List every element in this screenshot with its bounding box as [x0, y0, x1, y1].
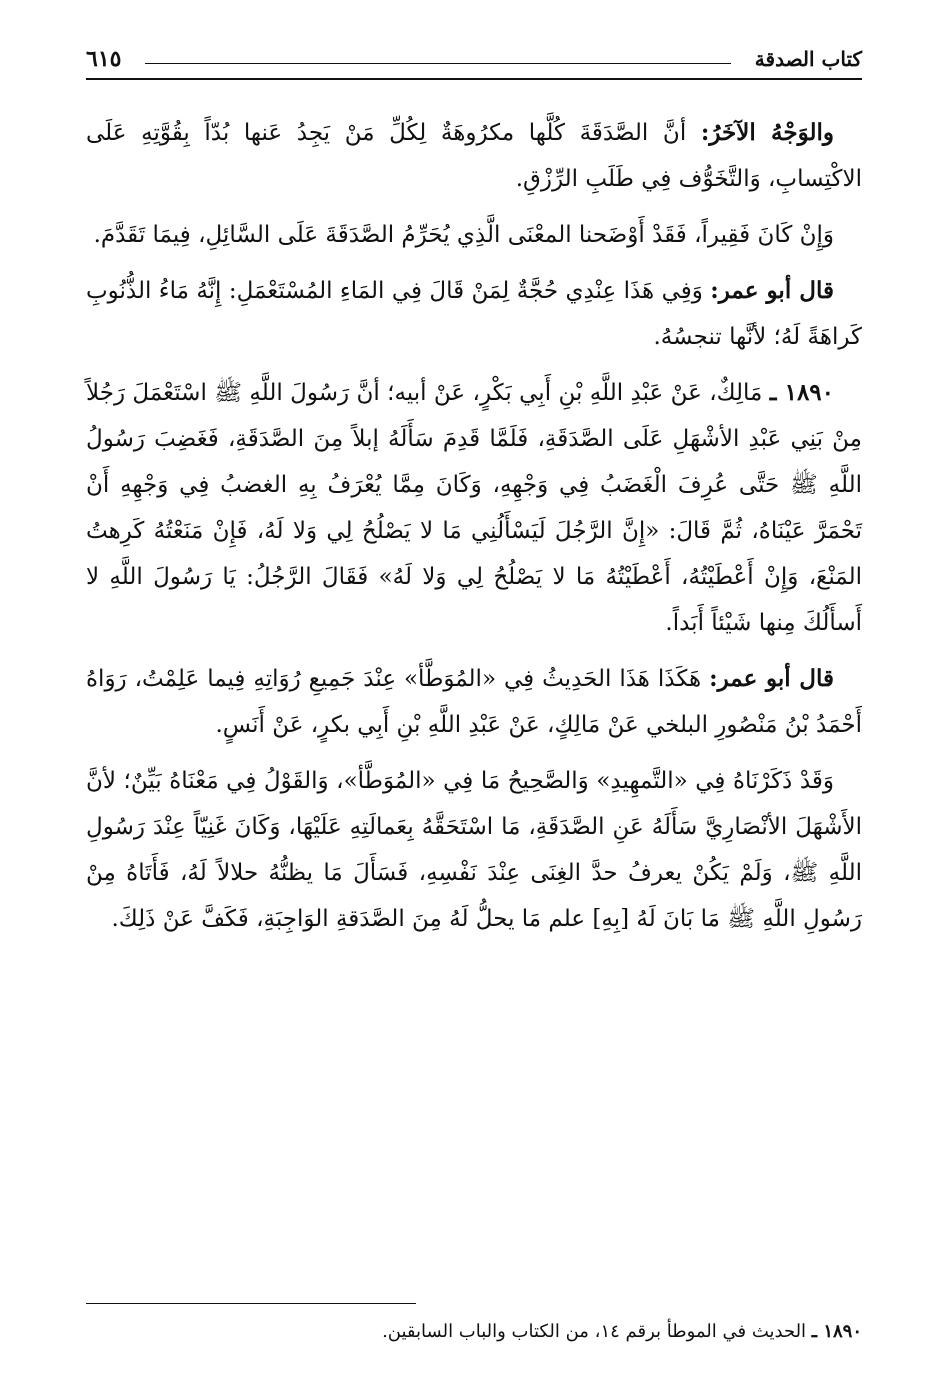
footnote-text: الحديث في الموطأ برقم ١٤، من الكتاب والباب السابقين. [382, 1321, 812, 1342]
paragraph [86, 758, 862, 942]
footnote [86, 1318, 862, 1346]
paragraph-text: وَفِي هَذَا عِنْدِي حُجَّةٌ لِمَنْ قَالَ فِي المَاءِ المُسْتَعْمَلِ: إِنَّهُ مَاءُ الذُّنُوبِ كَراهَةً لَهُ؛ لأنَّها تنجسُهُ. [86, 278, 862, 350]
paragraph-text: أنَّ الصَّدَقَةَ كُلَّها مكرُوهَةٌ لِكُلِّ مَنْ يَجِدُ عَنها بُدّاً بِقُوَّتِهِ عَلَى الاكْتِسابِ، وَالتَّخَوُّف فِي طَلَبِ الرِّزْقِ. [86, 120, 862, 192]
page [86, 40, 862, 952]
paragraph-text: وَإِنْ كَانَ فَقِيراً، فَقَدْ أَوْضَحنا المعْنَى الَّذِي يُحَرِّمُ الصَّدَقَةَ عَلَى السَّائِلِ، فِيمَا تَقَدَّمَ. [93, 222, 834, 248]
paragraph-text: هَكَذَا هَذَا الحَدِيثُ فِي «المُوَطَّأ» عِنْدَ جَمِيعِ رُوَاتِهِ فِيما عَلِمْتُ، رَوَاهُ أَحْمَدُ بْنُ مَنْصُورِ البلخي عَنْ مَالِكٍ، عَنْ عَبْدِ اللَّهِ بْنِ أَبِي بكرٍ، عَنْ أَنَسٍ. [86, 666, 862, 738]
paragraph [86, 212, 862, 258]
footnote-rule [86, 1303, 416, 1304]
footnote-number: ١٨٩٠ ـ [811, 1321, 862, 1342]
paragraph [86, 268, 862, 360]
paragraph-lead: والوَجْهُ الآخَرُ: [700, 119, 834, 146]
hadith-number: ١٨٩٠ ـ [769, 379, 835, 406]
page-number: ٦١٥ [86, 46, 131, 72]
hadith-paragraph [86, 370, 862, 646]
paragraph [86, 110, 862, 202]
paragraph-text: مَالِكٌ، عَنْ عَبْدِ اللَّهِ بْنِ أَبِي بَكْرٍ، عَنْ أبيه؛ أنَّ رَسُولَ اللَّهِ ﷺ اسْتَعْمَلَ رَجُلاً مِنْ بَنِي عَبْدِ الأشْهَلِ عَلَى الصَّدَقَةِ، فَلَمَّا قَدِمَ سَأَلَهُ إبلاً مِنَ الصَّدَقَةِ، فَغَضِبَ رَسُولُ اللَّهِ ﷺ حَتَّى عُرِفَ الْغَضَبُ فِي وَجْهِهِ، وَكَانَ مِمَّا يُعْرَفُ بِهِ الغضبُ فِي وَجْهِهِ أَنْ تَحْمَرَّ عَيْنَاهُ، ثُمَّ قَالَ: «إِنَّ الرَّجُلَ لَيَسْأَلُنِي مَا لا يَصْلُحُ لِي وَلا لَهُ، فَإِنْ مَنَعْتُهُ كَرِهتُ المَنْعَ، وَإِنْ أَعْطَيْتُهُ، أَعْطَيْتُهُ مَا لا يَصْلُحُ لِي وَلا لَهُ» فَقَالَ الرَّجُلُ: يَا رَسُولَ اللَّهِ لا أَسأَلُكَ مِنها شَيْئاً أَبَداً. [86, 380, 862, 636]
main-text [86, 110, 862, 942]
paragraph-text: وَقَدْ ذَكَرْنَاهُ فِي «التَّمهِيدِ» وَالصَّحِيحُ مَا فِي «المُوَطَّأ»، وَالقَوْلُ فِي مَعْنَاهُ بَيِّنٌ؛ لأنَّ الأَشْهَلَ الأنْصَارِيَّ سَأَلَهُ عَنِ الصَّدَقَةِ، مَا اسْتَحَقَّهُ بِعَمالَتِهِ عَلَيْهَا، وَكَانَ غَنِيّاً عِنْدَ رَسُولِ اللَّهِ ﷺ، وَلَمْ يَكُنْ يعرفُ حدَّ الغِنَى عِنْدَ نَفْسِهِ، فَسَأَلَ مَا يظنُّهُ حلالاً لَهُ، فَأَتَاهُ مِنْ رَسُولِ اللَّهِ ﷺ مَا بَانَ لَهُ [بِهِ] علم مَا يحلُّ لَهُ مِنَ الصَّدَقةِ الوَاجِبَةِ، فَكَفَّ عَنْ ذَلِكَ. [86, 768, 862, 932]
paragraph-lead: قال أبو عمر: [709, 665, 834, 692]
paragraph [86, 656, 862, 748]
running-header [86, 40, 862, 80]
book-title: كتاب الصدقة [745, 47, 862, 71]
paragraph-lead: قال أبو عمر: [710, 277, 835, 304]
header-rule [145, 63, 730, 64]
